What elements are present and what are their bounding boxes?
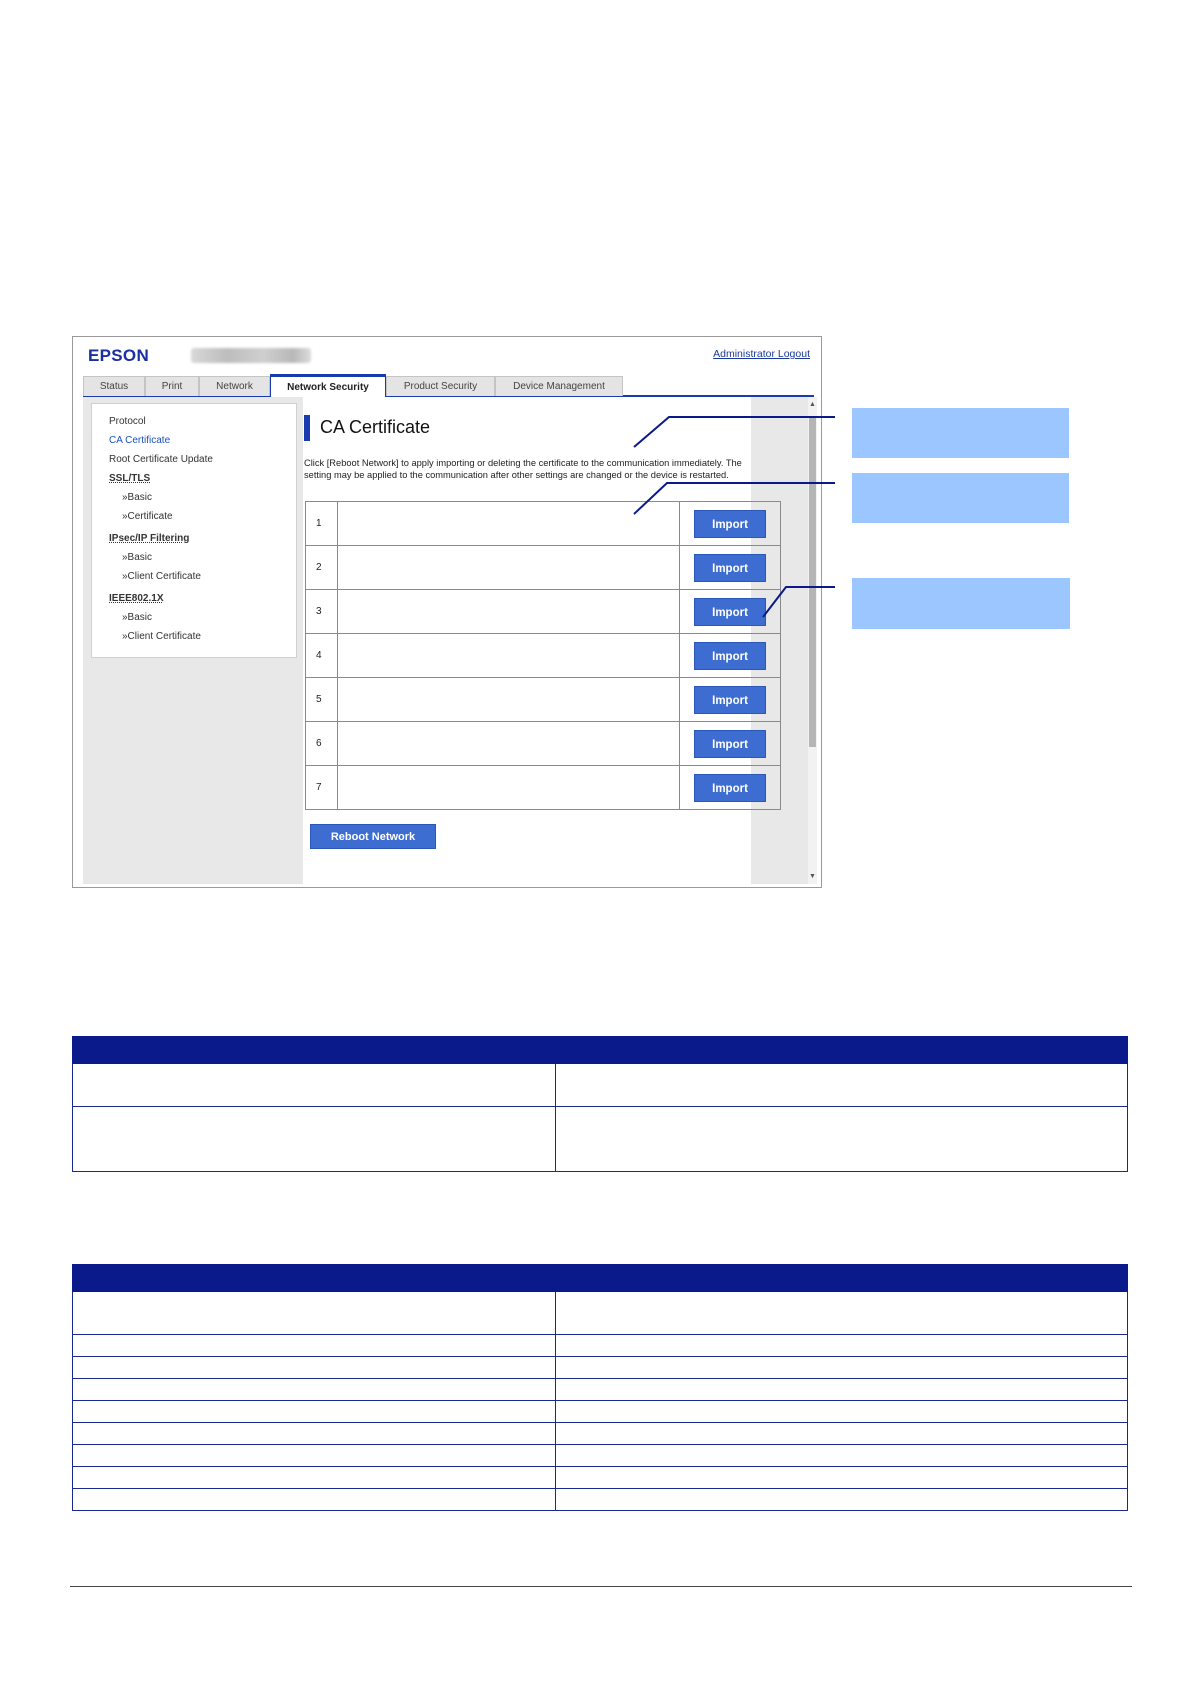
sidebar-item-ipsec-client-certificate[interactable]: »Client Certificate [122, 571, 201, 582]
sidebar-item-ieee-client-certificate[interactable]: »Client Certificate [122, 631, 201, 642]
table-row [73, 1107, 1128, 1172]
sidebar-item-ssl-basic[interactable]: »Basic [122, 492, 153, 503]
table-row [73, 1423, 1128, 1445]
reboot-network-button[interactable]: Reboot Network [310, 824, 436, 849]
table-row [73, 1467, 1128, 1489]
table-header-row [73, 1037, 1128, 1064]
certificate-number: 6 [306, 722, 338, 766]
table-row [73, 1401, 1128, 1423]
certificate-number: 3 [306, 590, 338, 634]
table-row [73, 1445, 1128, 1467]
tab-product-security[interactable]: Product Security [386, 376, 495, 396]
callout-box-2 [852, 473, 1069, 523]
import-button[interactable]: Import [694, 642, 766, 670]
tab-network-security[interactable]: Network Security [270, 374, 386, 397]
settings-table [72, 1036, 1128, 1172]
import-button[interactable]: Import [694, 686, 766, 714]
page-title: CA Certificate [320, 417, 431, 437]
tab-device-management[interactable]: Device Management [495, 376, 623, 396]
sidebar-item-ssl-certificate[interactable]: »Certificate [122, 511, 173, 522]
certificate-number: 2 [306, 546, 338, 590]
certificate-number: 1 [306, 502, 338, 546]
sidebar-item-ieee-basic[interactable]: »Basic [122, 612, 153, 623]
table-row [73, 1064, 1128, 1107]
certificate-number: 5 [306, 678, 338, 722]
sidebar-heading-ipsec: IPsec/IP Filtering [109, 533, 190, 544]
scroll-down-icon[interactable]: ▼ [809, 873, 816, 880]
tab-print[interactable]: Print [145, 376, 199, 396]
sidebar-item-ipsec-basic[interactable]: »Basic [122, 552, 153, 563]
import-button[interactable]: Import [694, 730, 766, 758]
certificate-number: 7 [306, 766, 338, 810]
instruction-text: Click [Reboot Network] to apply importing or deleting the certificate to the communication immediately. The setting may be applied to the communication after other settings are changed or the device is restarted. [304, 458, 742, 480]
table-row [73, 1379, 1128, 1401]
certificate-number: 4 [306, 634, 338, 678]
tab-status[interactable]: Status [83, 376, 145, 396]
table-row [73, 1357, 1128, 1379]
sidebar-item-ca-certificate[interactable]: CA Certificate [109, 435, 171, 446]
sidebar-item-root-certificate-update[interactable]: Root Certificate Update [109, 454, 213, 465]
scroll-up-icon[interactable]: ▲ [809, 401, 816, 408]
leader-line-1 [634, 417, 835, 447]
tab-network[interactable]: Network [199, 376, 270, 396]
table-row [73, 1335, 1128, 1357]
import-button[interactable]: Import [694, 774, 766, 802]
leader-line-2 [634, 483, 835, 514]
callout-box-1 [852, 408, 1069, 458]
table-row [73, 1292, 1128, 1335]
import-button[interactable]: Import [694, 510, 766, 538]
settings-table [72, 1264, 1128, 1511]
sidebar-heading-ssl-tls: SSL/TLS [109, 473, 151, 484]
leader-line-3 [763, 587, 835, 617]
table-header-row [73, 1265, 1128, 1292]
administrator-logout-link[interactable]: Administrator Logout [713, 348, 810, 360]
epson-logo: EPSON [88, 346, 150, 365]
footer-divider [70, 1586, 1132, 1587]
callout-box-3 [852, 578, 1070, 629]
import-button[interactable]: Import [694, 598, 766, 626]
import-button[interactable]: Import [694, 554, 766, 582]
sidebar-heading-ieee8021x: IEEE802.1X [109, 593, 164, 604]
sidebar-item-protocol[interactable]: Protocol [109, 416, 146, 427]
table-row [73, 1489, 1128, 1511]
